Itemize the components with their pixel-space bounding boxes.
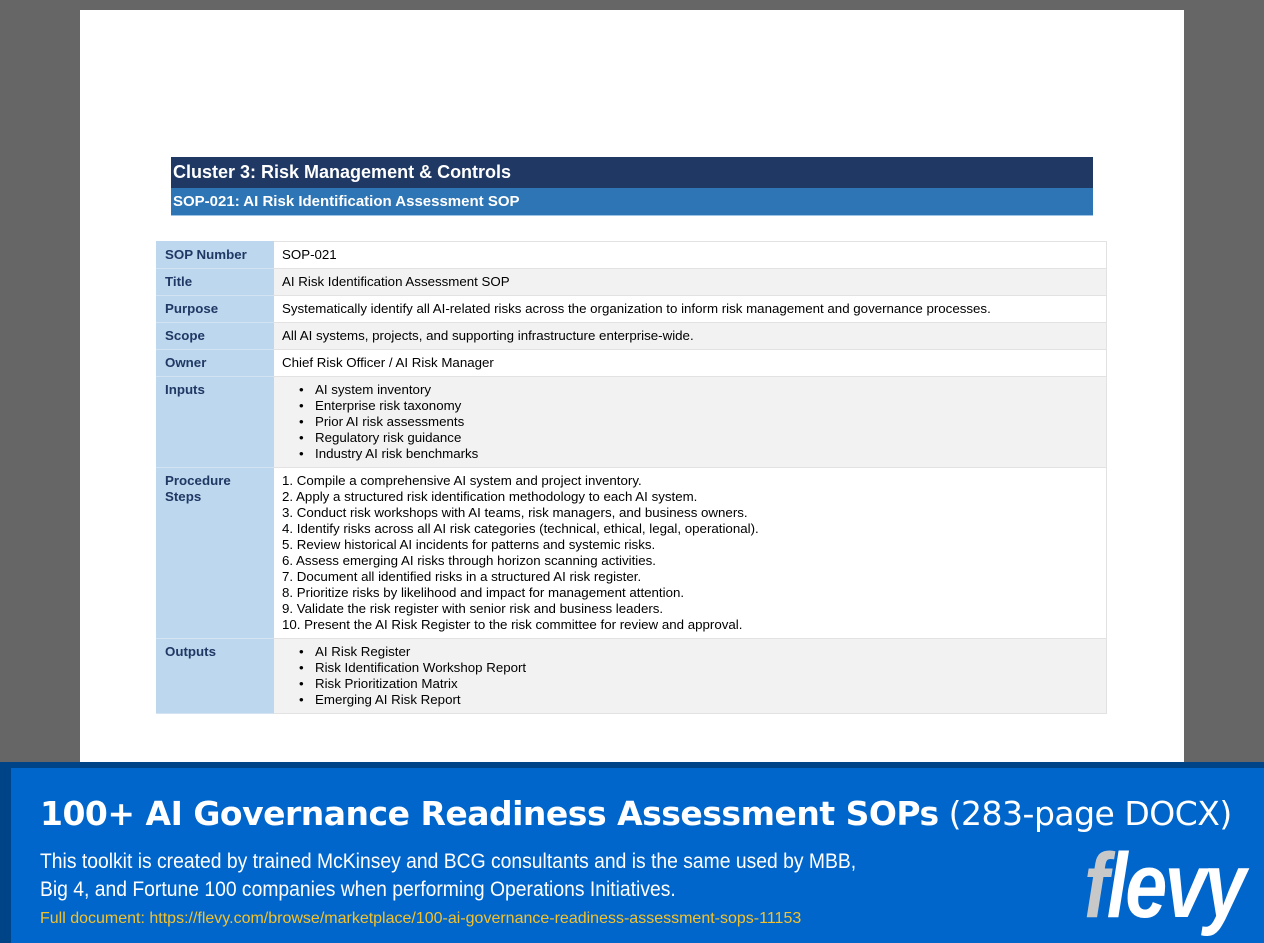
row-value	[274, 639, 1107, 714]
banner-title-pages: (283-page DOCX)	[948, 794, 1232, 833]
row-label: Title	[157, 269, 274, 296]
row-value: Systematically identify all AI-related risks across the organization to inform risk management and governance processes.	[274, 296, 1107, 323]
table-row-title	[157, 269, 1107, 296]
cluster-title: Cluster 3: Risk Management & Controls	[173, 162, 512, 182]
row-label: SOP Number	[157, 242, 274, 269]
list-item: 4. Identify risks across all AI risk categories (technical, ethical, legal, operational).	[282, 521, 759, 536]
list-item: 3. Conduct risk workshops with AI teams, risk managers, and business owners.	[282, 505, 748, 520]
list-item: • Enterprise risk taxonomy	[299, 398, 1098, 414]
promo-banner	[0, 762, 1264, 943]
row-value: All AI systems, projects, and supporting infrastructure enterprise-wide.	[274, 323, 1107, 350]
table-row-owner	[157, 350, 1107, 377]
table-row-procedure-steps	[157, 468, 1107, 639]
row-label	[157, 468, 274, 639]
list-item: • Risk Identification Workshop Report	[299, 660, 1098, 676]
promo-banner-body	[11, 768, 1264, 943]
row-value	[274, 377, 1107, 468]
sop-header	[171, 188, 1093, 216]
row-label: Scope	[157, 323, 274, 350]
table-row-outputs	[157, 639, 1107, 714]
list-item: 5. Review historical AI incidents for patterns and systemic risks.	[282, 537, 656, 552]
flevy-logo-rest: levy	[1107, 835, 1244, 937]
list-item: • Regulatory risk guidance	[299, 430, 1098, 446]
list-item: 9. Validate the risk register with senior risk and business leaders.	[282, 601, 664, 616]
list-item: 10. Present the AI Risk Register to the risk committee for review and approval.	[282, 617, 743, 632]
row-value	[274, 468, 1107, 639]
list-item: 7. Document all identified risks in a structured AI risk register.	[282, 569, 642, 584]
banner-description-line: This toolkit is created by trained McKinsey and BCG consultants and is the same used by MBB,	[40, 850, 857, 873]
list-item: • AI Risk Register	[299, 644, 1098, 660]
sop-title: SOP-021: AI Risk Identification Assessment SOP	[173, 193, 520, 210]
row-value: AI Risk Identification Assessment SOP	[274, 269, 1107, 296]
label-line: Steps	[165, 489, 202, 504]
procedure-steps-list	[282, 473, 1098, 633]
table-row-sop-number	[157, 242, 1107, 269]
list-item: • Emerging AI Risk Report	[299, 692, 1098, 708]
list-item: 8. Prioritize risks by likelihood and impact for management attention.	[282, 585, 685, 600]
flevy-logo	[1084, 835, 1244, 937]
list-item: 1. Compile a comprehensive AI system and project inventory.	[282, 473, 642, 488]
row-label: Inputs	[157, 377, 274, 468]
table-row-inputs	[157, 377, 1107, 468]
list-item: 2. Apply a structured risk identification methodology to each AI system.	[282, 489, 698, 504]
list-item: • Risk Prioritization Matrix	[299, 676, 1098, 692]
table-row-purpose	[157, 296, 1107, 323]
label-line: Procedure	[165, 473, 231, 488]
banner-title	[40, 794, 1232, 833]
banner-title-main: 100+ AI Governance Readiness Assessment SOPs	[40, 794, 939, 833]
row-value: SOP-021	[274, 242, 1107, 269]
row-value: Chief Risk Officer / AI Risk Manager	[274, 350, 1107, 377]
row-label: Owner	[157, 350, 274, 377]
row-label: Outputs	[157, 639, 274, 714]
full-document-link[interactable]: Full document: https://flevy.com/browse/marketplace/100-ai-governance-readiness-assessment-sops-11153	[40, 910, 802, 927]
banner-description-line: Big 4, and Fortune 100 companies when performing Operations Initiatives.	[40, 878, 676, 901]
banner-description	[40, 848, 905, 904]
row-label: Purpose	[157, 296, 274, 323]
inputs-list	[282, 382, 1098, 462]
document-page	[80, 10, 1184, 770]
sop-details-table	[156, 241, 1107, 714]
flevy-logo-f: f	[1084, 835, 1108, 937]
outputs-list	[282, 644, 1098, 708]
list-item: • Industry AI risk benchmarks	[299, 446, 1098, 462]
list-item: 6. Assess emerging AI risks through horizon scanning activities.	[282, 553, 656, 568]
cluster-header	[171, 157, 1093, 188]
table-row-scope	[157, 323, 1107, 350]
list-item: • AI system inventory	[299, 382, 1098, 398]
list-item: • Prior AI risk assessments	[299, 414, 1098, 430]
